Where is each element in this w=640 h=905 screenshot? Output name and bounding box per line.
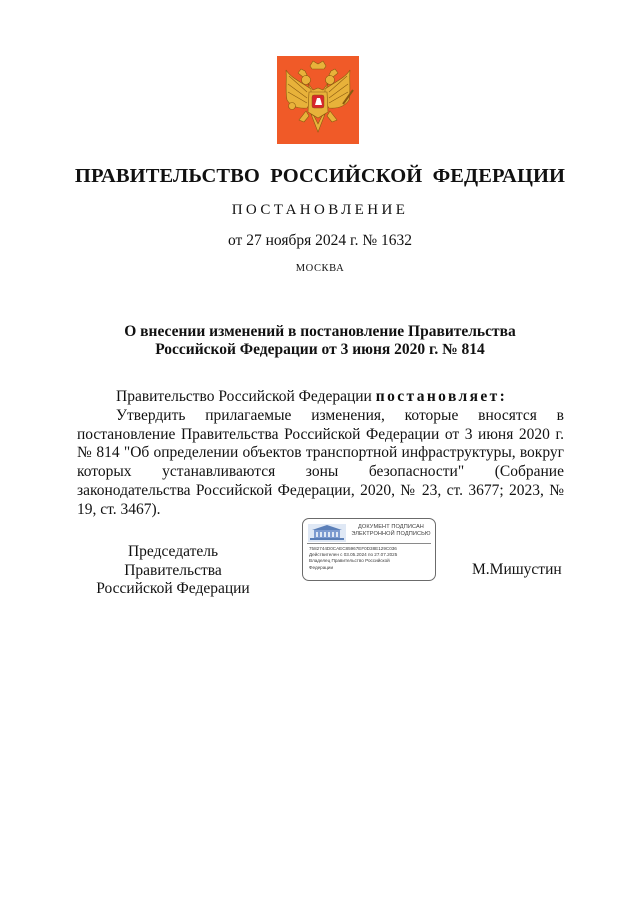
stamp-certificate-id: 7582744D0CAEC85967EF0D38E129C036: [309, 546, 397, 551]
stamp-owner-line-2: Федерации: [309, 564, 334, 570]
document-subject: [0, 323, 640, 359]
resolution-intro-paragraph: [77, 388, 564, 407]
resolution-main-paragraph: Утвердить прилагаемые изменения, которые вносятся в постановление Правительства Российской Федерации от 3 июня 2020 г. № 814 "Об определении объектов транспортной инфраструктуры, вокруг которых устанавливаются зоны безопасности" (Собрание законодательства Российской Федерации, 2020, № 23, ст. 3677; 2023, № 19, ст. 3467).: [77, 407, 564, 518]
signer-name: М.Мишустин: [472, 561, 562, 578]
stamp-validity: Действителен с 03.05.2024 по 27.07.2025: [309, 552, 398, 558]
subject-line-2: Российской Федерации от 3 июня 2020 г. № 814: [155, 341, 485, 358]
resolution-verb: постановляет:: [375, 388, 508, 405]
electronic-signature-stamp: [302, 518, 436, 581]
document-type: ПОСТАНОВЛЕНИЕ: [231, 202, 409, 218]
stamp-header-line-1: ДОКУМЕНТ ПОДПИСАН: [358, 524, 424, 530]
resolution-intro-text: Правительство Российской Федерации: [116, 388, 376, 405]
stamp-owner-line-1: Владелец Правительство Российской: [309, 558, 390, 564]
coat-of-arms-russia-icon: [277, 56, 359, 144]
government-building-icon: [308, 524, 346, 542]
subject-line-1: О внесении изменений в постановление Правительства: [124, 323, 516, 340]
signatory-position-line-2: Российской Федерации: [96, 580, 250, 597]
document-city: МОСКВА: [295, 263, 345, 274]
coat-of-arms-emblem: [277, 56, 359, 144]
signatory-position: [78, 543, 268, 599]
document-date-number: от 27 ноября 2024 г. № 1632: [228, 232, 412, 249]
stamp-details: [309, 546, 433, 571]
stamp-divider: [307, 543, 431, 544]
stamp-header: [349, 524, 433, 538]
signatory-position-line-1: Председатель Правительства: [124, 543, 222, 579]
government-title: ПРАВИТЕЛЬСТВО РОССИЙСКОЙ ФЕДЕРАЦИИ: [74, 165, 566, 187]
stamp-header-line-2: ЭЛЕКТРОННОЙ ПОДПИСЬЮ: [351, 531, 431, 537]
